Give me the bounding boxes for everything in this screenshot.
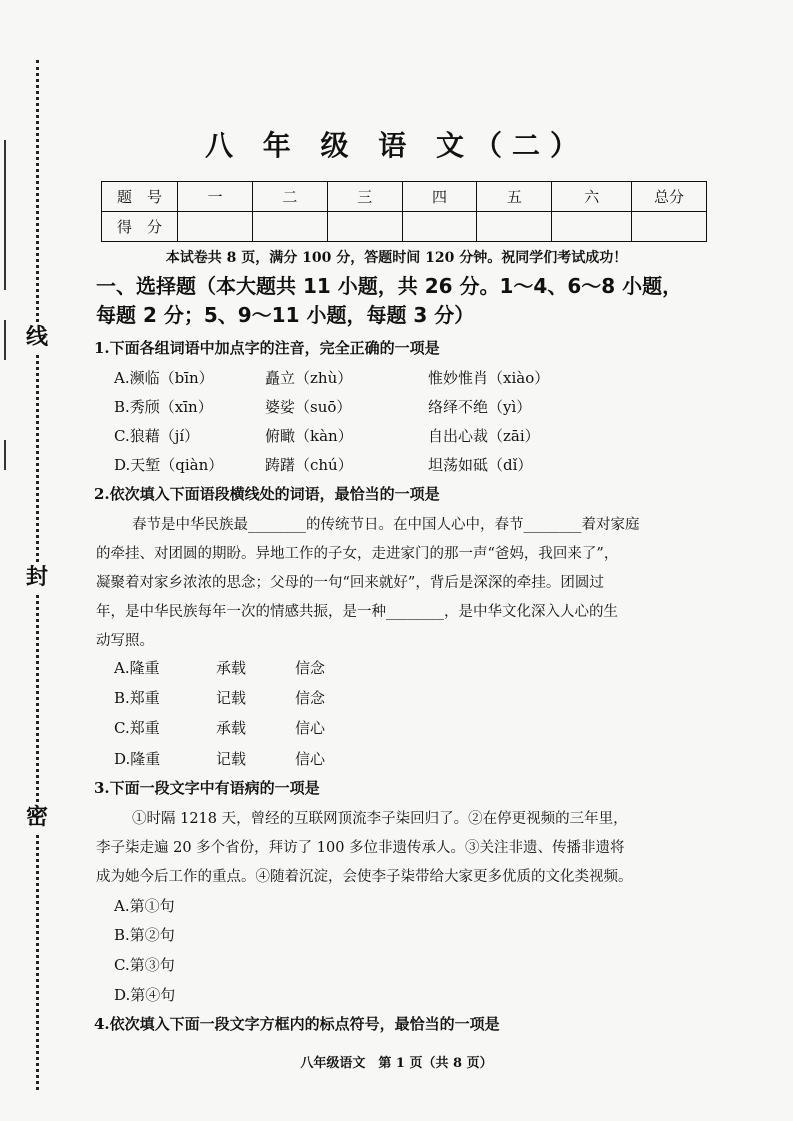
scan-edge-mark (4, 440, 6, 470)
q2-passage-line: 年，是中华民族每年一次的情感共振，是一种________，是中华文化深入人心的生 (96, 604, 618, 620)
score-table (101, 181, 707, 242)
q2-passage-line: 春节是中华民族最________的传统节日。在中国人心中，春节________着对家庭 (132, 517, 640, 533)
q1-option-d-word1: D.天堑（qiàn） (114, 456, 224, 474)
q2-option-c-word3: 信心 (295, 719, 326, 737)
score-input-cell[interactable] (632, 212, 707, 242)
question-2-stem: 2.依次填入下面语段横线处的词语，最恰当的一项是 (94, 485, 440, 503)
q3-option-c: C.第③句 (114, 956, 175, 974)
q2-option-d-word1: D.隆重 (114, 750, 161, 768)
score-table-score-row (102, 212, 707, 242)
q2-option-d-word2: 记载 (216, 750, 247, 768)
q2-option-a-word3: 信念 (295, 659, 326, 677)
q1-option-c-word2: 俯瞰（kàn） (265, 427, 353, 445)
q2-option-c-word2: 承载 (216, 719, 247, 737)
score-input-cell[interactable] (552, 212, 632, 242)
exam-instructions: 本试卷共 8 页，满分 100 分，答题时间 120 分钟。祝同学们考试成功！ (165, 250, 628, 266)
score-header-cell: 四 (402, 182, 477, 212)
question-4-stem: 4.依次填入下面一段文字方框内的标点符号，最恰当的一项是 (94, 1015, 500, 1033)
q1-option-d-word3: 坦荡如砥（dǐ） (428, 456, 533, 474)
q2-passage-line: 凝聚着对家乡浓浓的思念；父母的一句“回来就好”，背后是深深的牵挂。团圆过 (96, 575, 604, 591)
score-header-cell: 题 号 (102, 182, 178, 212)
q2-option-b-word2: 记载 (216, 689, 247, 707)
q3-option-d: D.第④句 (114, 986, 176, 1004)
q3-option-b: B.第②句 (114, 926, 175, 944)
binding-char-feng: 封 (22, 562, 52, 592)
q1-option-c-word3: 自出心裁（zāi） (428, 427, 540, 445)
q3-passage-line: 李子柒走遍 20 多个省份，拜访了 100 多位非遗传承人。③关注非遗、传播非遗将 (96, 840, 625, 856)
score-input-cell[interactable] (327, 212, 402, 242)
q3-passage-line: ①时隔 1218 天，曾经的互联网顶流李子柒回归了。②在停更视频的三年里， (132, 811, 628, 827)
score-header-cell: 二 (252, 182, 327, 212)
q2-option-b-word1: B.郑重 (114, 689, 160, 707)
section-heading-line1: 一、选择题（本大题共 11 小题，共 26 分。1～4、6～8 小题， (96, 274, 683, 298)
q1-option-b-word3: 络绎不绝（yì） (428, 398, 532, 416)
q3-option-a: A.第①句 (114, 897, 175, 915)
q2-passage-line: 的牵挂、对团圆的期盼。异地工作的子女，走进家门的那一声“爸妈，我回来了”， (96, 546, 619, 562)
score-table-header-row (102, 182, 707, 212)
q1-option-b-word2: 婆娑（suō） (265, 398, 352, 416)
binding-char-mi: 密 (22, 802, 52, 832)
q1-option-a-word2: 矗立（zhù） (265, 369, 353, 387)
q1-option-a-word1: A.濒临（bīn） (114, 369, 214, 387)
score-header-cell: 五 (477, 182, 552, 212)
q2-passage-line: 动写照。 (96, 633, 154, 649)
score-input-cell[interactable] (252, 212, 327, 242)
q1-option-b-word1: B.秀颀（xīn） (114, 398, 213, 416)
score-header-cell: 六 (552, 182, 632, 212)
q1-option-a-word3: 惟妙惟肖（xiào） (428, 369, 550, 387)
score-input-cell[interactable] (402, 212, 477, 242)
score-input-cell[interactable] (178, 212, 253, 242)
q2-option-d-word3: 信心 (295, 750, 326, 768)
q2-option-c-word1: C.郑重 (114, 719, 160, 737)
score-input-cell[interactable] (477, 212, 552, 242)
score-header-cell: 总分 (632, 182, 707, 212)
binding-char-xian: 线 (22, 322, 52, 352)
exam-title: 八 年 级 语 文（二） (205, 129, 588, 162)
question-3-stem: 3.下面一段文字中有语病的一项是 (94, 779, 320, 797)
section-heading-line2: 每题 2 分；5、9～11 小题，每题 3 分） (96, 303, 475, 327)
q3-passage-line: 成为她今后工作的重点。④随着沉淀，会使李子柒带给大家更多优质的文化类视频。 (96, 869, 633, 885)
score-header-cell: 一 (178, 182, 253, 212)
q2-option-a-word2: 承载 (216, 659, 247, 677)
q2-option-b-word3: 信念 (295, 689, 326, 707)
scan-edge-mark (4, 320, 6, 360)
page-footer: 八年级语文 第 1 页（共 8 页） (300, 1056, 493, 1071)
question-1-stem: 1.下面各组词语中加点字的注音，完全正确的一项是 (94, 339, 440, 357)
score-header-cell: 三 (327, 182, 402, 212)
q2-option-a-word1: A.隆重 (114, 659, 160, 677)
score-row-label: 得 分 (102, 212, 178, 242)
q1-option-d-word2: 踌躇（chú） (265, 456, 353, 474)
q1-option-c-word1: C.狼藉（jí） (114, 427, 200, 445)
